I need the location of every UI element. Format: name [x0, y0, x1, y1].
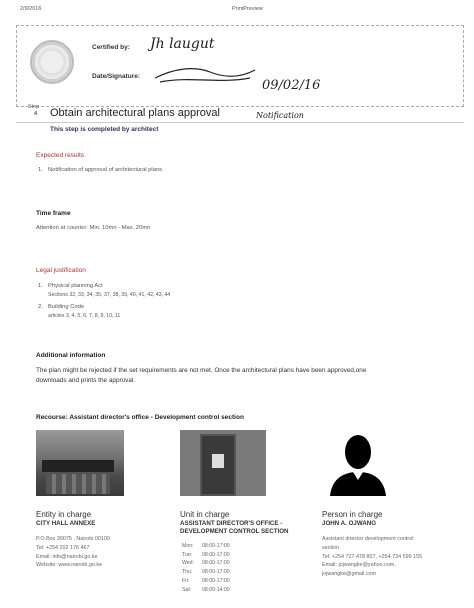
hours-row: [182, 542, 230, 551]
person-email: Email: jojwangke@yahoo.com,: [322, 562, 396, 569]
entity-website: Website: www.nairobi.go.ke: [36, 562, 103, 569]
entity-heading: Entity in charge: [36, 510, 92, 519]
hours-day: Thu:: [182, 569, 193, 576]
office-door-photo: [180, 430, 266, 496]
print-date: 2/9/2016: [20, 6, 42, 12]
hours-row: [182, 586, 230, 595]
hours-day: Fri:: [182, 577, 190, 584]
legal-item-title: Building Code: [48, 304, 85, 310]
unit-heading: Unit in charge: [180, 510, 230, 519]
entity-address: P.O.Box 30075 , Nairobi 00100: [36, 536, 110, 542]
legal-item-num: 1.: [38, 283, 43, 289]
hours-time: 08:00-14:00: [202, 586, 230, 593]
additional-info-heading: Additional information: [36, 352, 106, 359]
city-hall-photo: [36, 430, 124, 496]
expected-results-heading: Expected results: [36, 152, 85, 159]
expected-result-text: Notification of approval of architectural plans: [48, 167, 163, 173]
legal-item-detail: articles 3, 4, 5, 6, 7, 8, 9, 10, 11: [48, 313, 121, 319]
recourse-text: Recourse: Assistant director's office - Development control section: [36, 414, 244, 421]
certified-by-signature: Jh laugut: [150, 36, 215, 52]
certified-seal-icon: [30, 40, 74, 84]
hours-time: 08:00-17:00: [202, 560, 230, 567]
person-tel: Tel: +254 727 478 807, +254 734 599 155: [322, 553, 423, 560]
entity-email: Email: info@nairobi.go.ke: [36, 553, 98, 560]
step-divider: [16, 122, 464, 123]
legal-item-detail: Sections 32, 33, 34, 35, 37, 38, 39, 40, 41, 42, 43, 44: [48, 292, 171, 298]
entity-contact: [36, 535, 110, 570]
step-number: 4: [34, 111, 38, 117]
legal-justification-heading: Legal justification: [36, 267, 86, 274]
hours-time: 08:00-17:00: [202, 543, 230, 549]
person-heading: Person in charge: [322, 510, 383, 519]
person-title-cont: section: [322, 544, 340, 551]
additional-info-text: The plan might be rejected if the set requirements are not met. Once the architectural plans have been approved,one downloads and prints the approval.: [36, 367, 367, 384]
certified-by-label: Certified by:: [92, 44, 130, 51]
completed-by-text: This step is completed by architect: [50, 126, 159, 133]
time-frame-text: Attention at counter: Min. 10mn - Max. 20mn: [36, 225, 151, 231]
print-preview-title: PrintPreview: [232, 6, 263, 12]
hours-day: Wed:: [182, 560, 195, 567]
hours-time: 08:00-17:00: [202, 551, 230, 558]
legal-item-title: Physical planning Act: [48, 283, 103, 289]
hours-row: [182, 551, 230, 560]
person-contact: [322, 535, 470, 579]
legal-item-num: 2.: [38, 304, 43, 310]
expected-result-num: 1.: [38, 167, 43, 173]
entity-tel: Tel: +254 202 176 467: [36, 544, 90, 551]
date-signature-label: Date/Signature:: [92, 73, 141, 80]
person-email-2: jojwangke@gmail.com: [322, 571, 377, 578]
hours-row: [182, 559, 230, 568]
date-signature-value: 09/02/16: [262, 78, 321, 93]
unit-name: [180, 520, 289, 536]
signature-scribble-icon: [150, 64, 260, 86]
unit-name-line: DEVELOPMENT CONTROL SECTION: [180, 528, 289, 535]
time-frame-heading: Time frame: [36, 210, 71, 217]
hours-day: Sat:: [182, 586, 192, 593]
entity-name: CITY HALL ANNEXE: [36, 520, 96, 527]
unit-name-line: ASSISTANT DIRECTOR'S OFFICE -: [180, 520, 283, 527]
handwritten-note: Notification: [256, 111, 304, 120]
unit-hours: [182, 542, 230, 594]
hours-day: Mon:: [182, 543, 194, 549]
person-title: Assistant director development control: [322, 536, 414, 542]
step-label: Step: [28, 104, 40, 110]
person-silhouette-icon: [326, 430, 390, 496]
hours-row: [182, 568, 230, 577]
hours-row: [182, 577, 230, 586]
hours-time: 08:00-17:00: [202, 577, 230, 584]
step-title: Obtain architectural plans approval: [50, 107, 220, 119]
hours-time: 08:00-17:00: [202, 569, 230, 576]
hours-day: Tue:: [182, 551, 193, 558]
person-name: JOHN A. OJWANG: [322, 520, 377, 527]
